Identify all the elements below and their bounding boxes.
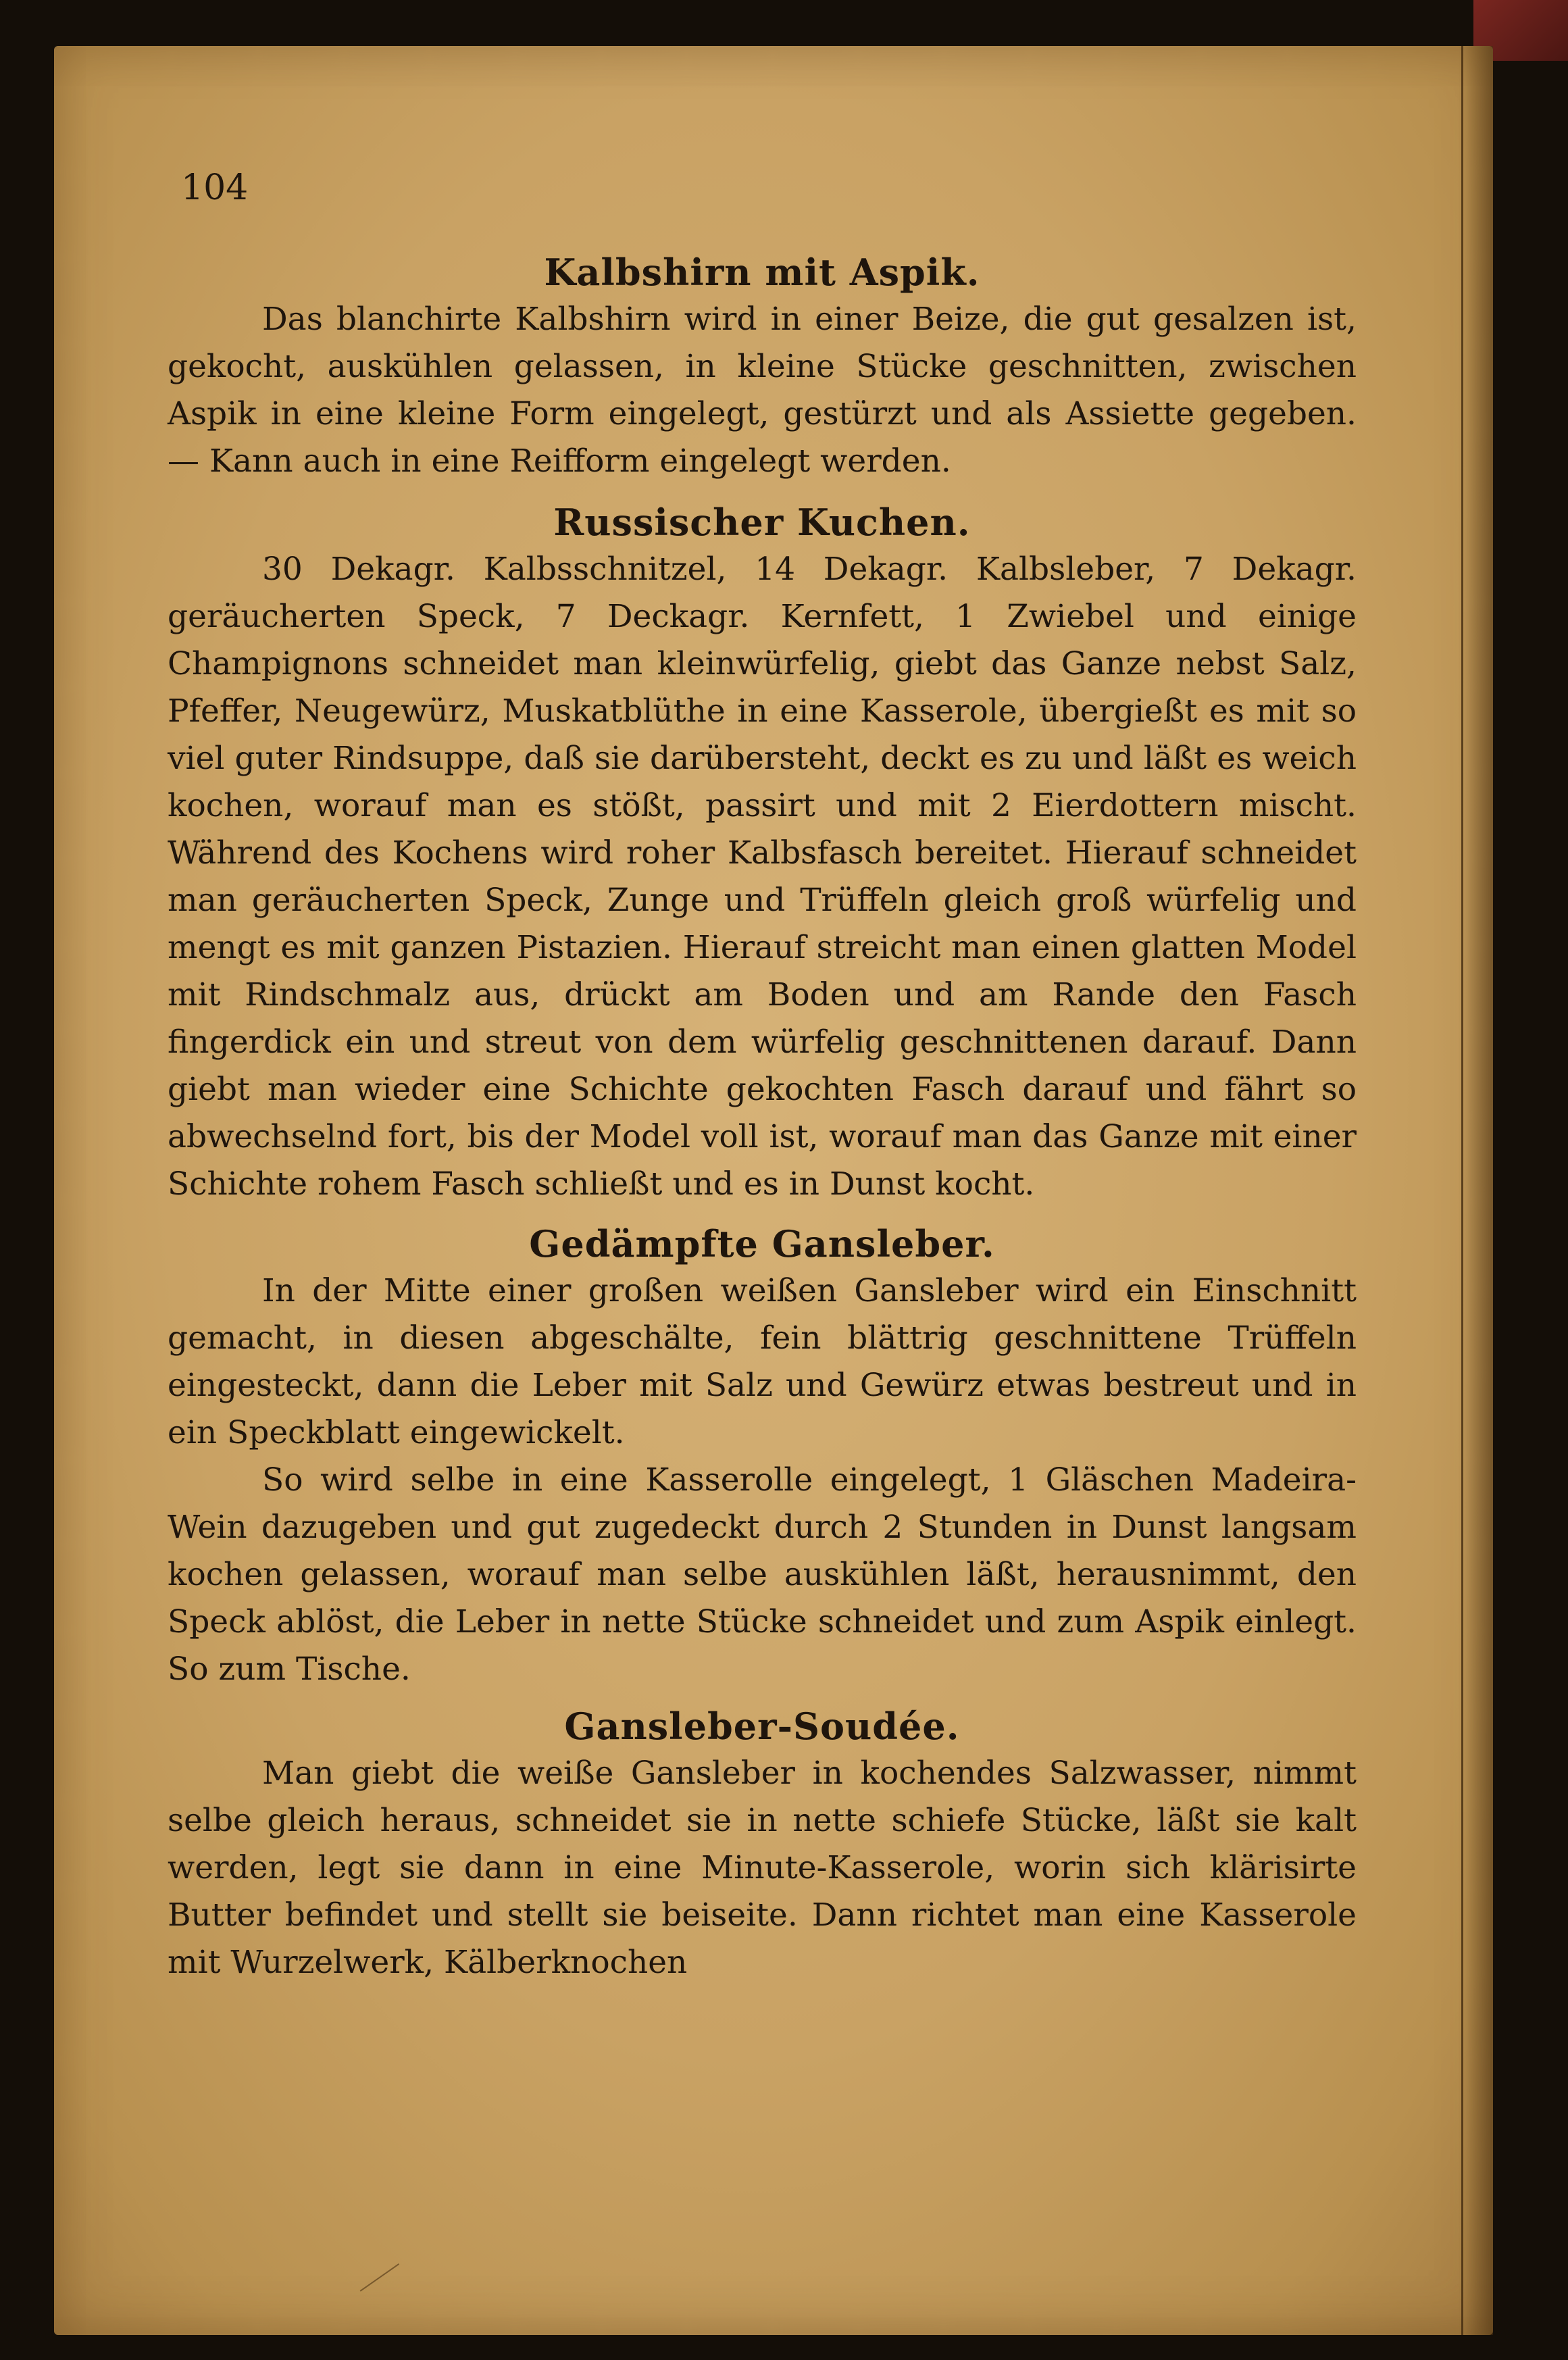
recipe-paragraph: Man giebt die weiße Gansleber in kochendes Salzwasser, nimmt selbe gleich heraus, schneidet sie in nette schiefe Stücke, läßt sie kalt werden, legt sie dann in eine Minute-Kasserole, worin sich klärisirte Butter befindet und stellt sie beiseite. Dann richtet man eine Kasserole mit Wurzelwerk, Kälberknochen [168,1755,1357,1981]
page-content [168,155,1357,1986]
recipe-paragraph: 30 Dekagr. Kalbsschnitzel, 14 Dekagr. Kalbsleber, 7 Dekagr. geräucherten Speck, 7 Deckagr. Kernfett, 1 Zwiebel und einige Champignons schneidet man kleinwürfelig, giebt das Ganze nebst Salz, Pfeffer, Neugewürz, Muskatblüthe in eine Kasserole, übergießt es mit so viel guter Rindsuppe, daß sie darübersteht, deckt es zu und läßt es weich kochen, worauf man es stößt, passirt und mit 2 Eierdottern mischt. Während des Kochens wird roher Kalbsfasch bereitet. Hierauf schneidet man geräucherten Speck, Zunge und Trüffeln gleich groß würfelig und mengt es mit ganzen Pistazien. Hierauf streicht man einen glatten Model mit Rindschmalz aus, drückt am Boden und am Rande den Fasch fingerdick ein und streut von dem würfelig geschnittenen darauf. Dann giebt man wieder eine Schichte gekochten Fasch darauf und fährt so abwechselnd fort, bis der Model voll ist, worauf man das Ganze mit einer Schichte rohem Fasch schließt und es in Dunst kocht. [168,551,1357,1203]
page-gutter [1461,46,1493,2335]
recipe-paragraph: So wird selbe in eine Kasserolle eingelegt, 1 Gläschen Madeira-Wein dazugeben und gut zugedeckt durch 2 Stunden in Dunst langsam kochen gelassen, worauf man selbe auskühlen läßt, herausnimmt, den Speck ablöst, die Leber in nette Stücke schneidet und zum Aspik einlegt. So zum Tische. [168,1461,1357,1688]
recipe-title: Russischer Kuchen. [553,501,971,544]
recipe-kalbshirn [168,249,1357,485]
recipe-gedaempfte-gansleber [168,1220,1357,1693]
recipe-title: Gedämpfte Gansleber. [529,1222,995,1265]
recipe-paragraph: Das blanchirte Kalbshirn wird in einer Beize, die gut gesalzen ist, gekocht, auskühlen gelassen, in kleine Stücke geschnitten, zwischen Aspik in eine kleine Form eingelegt, gestürzt und als Assiette gegeben. — Kann auch in eine Reifform eingelegt werden. [168,301,1357,480]
recipe-title: Gansleber-Soudée. [564,1705,960,1748]
page-number: 104 [181,168,249,208]
recipe-title: Kalbshirn mit Aspik. [544,251,980,294]
recipe-paragraph: In der Mitte einer großen weißen Gansleber wird ein Einschnitt gemacht, in diesen abgeschälte, fein blättrig geschnittene Trüffeln eingesteckt, dann die Leber mit Salz und Gewürz etwas bestreut und in ein Speckblatt eingewickelt. [168,1272,1357,1451]
recipe-russischer-kuchen [168,499,1357,1208]
recipe-gansleber-soudee [168,1703,1357,1986]
